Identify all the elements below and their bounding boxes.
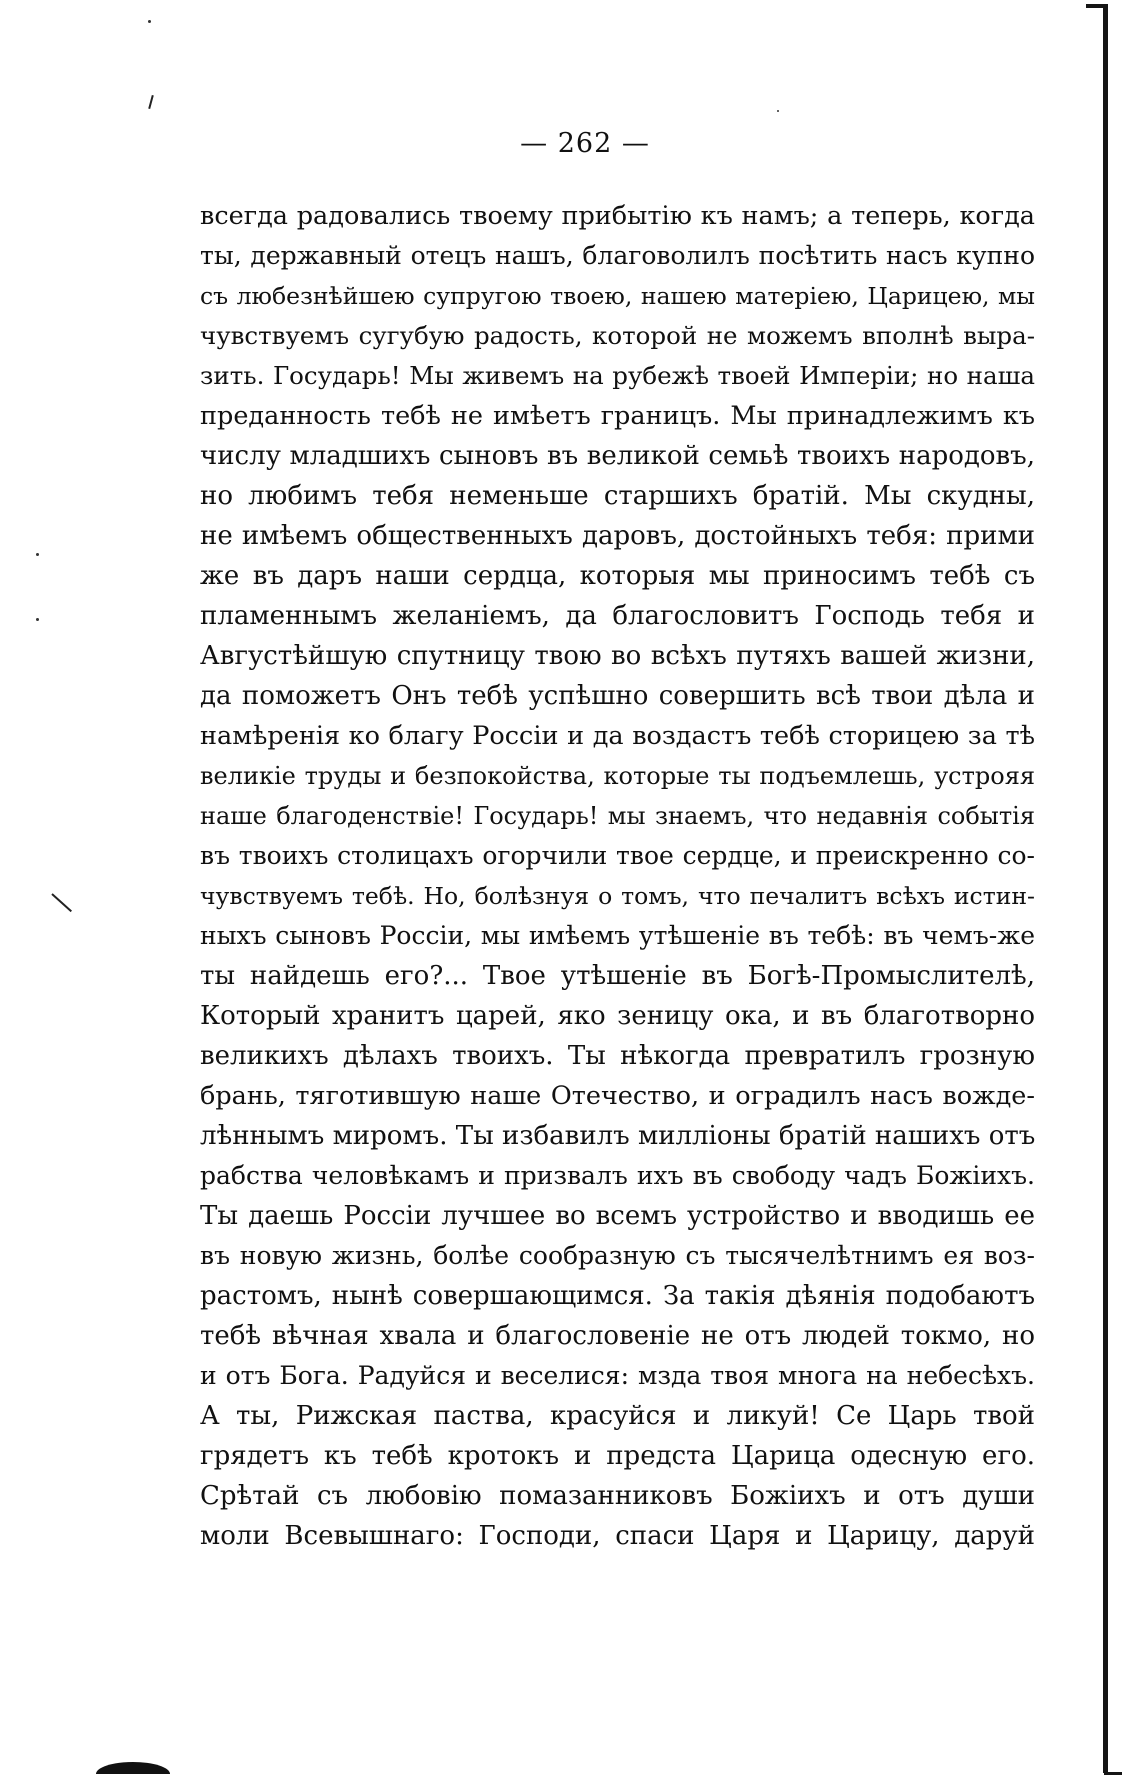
text-line: чувствуемъ тебѣ. Но, болѣзнуя о томъ, что печалитъ всѣхъ истин-: [200, 882, 1035, 910]
text-line: ты найдешь его?... Твое утѣшеніе въ Богѣ-Промыслителѣ,: [200, 961, 1035, 991]
page-edge-border: [1103, 8, 1108, 1773]
text-line: растомъ, нынѣ совершающимся. За такія дѣянія подобаютъ: [200, 1281, 1035, 1311]
text-line: моли Всевышнаго: Господи, спаси Царя и Царицу, даруй: [200, 1521, 1035, 1551]
text-line: брань, тяготившую наше Отечество, и оградилъ насъ вожде-: [200, 1081, 1035, 1111]
ink-speck: [777, 110, 779, 112]
text-line: великихъ дѣлахъ твоихъ. Ты нѣкогда превратилъ грозную: [200, 1041, 1035, 1071]
text-line: рабства человѣкамъ и призвалъ ихъ въ свободу чадъ Божіихъ.: [200, 1161, 1035, 1190]
text-line: да поможетъ Онъ тебѣ успѣшно совершить всѣ твои дѣла и: [200, 681, 1035, 711]
text-line: Который хранитъ царей, яко зеницу ока, и въ благотворно: [200, 1001, 1035, 1031]
ink-speck: [36, 618, 39, 621]
text-line: съ любезнѣйшею супругою твоею, нашею матеріею, Царицею, мы: [200, 282, 1035, 310]
margin-tick-mark: [148, 95, 154, 109]
text-line: А ты, Рижская паства, красуйся и ликуй! Се Царь твой: [200, 1401, 1035, 1431]
text-line: ты, державный отецъ нашъ, благоволилъ посѣтить насъ купно: [200, 241, 1035, 270]
ink-speck: [148, 20, 151, 23]
text-line: же въ даръ наши сердца, которыя мы приносимъ тебѣ съ: [200, 561, 1035, 591]
text-line: грядетъ къ тебѣ кротокъ и предста Царица одесную его.: [200, 1441, 1035, 1471]
text-line: не имѣемъ общественныхъ даровъ, достойныхъ тебя: прими: [200, 521, 1035, 551]
text-line: въ твоихъ столицахъ огорчили твое сердце, и преискренно со-: [200, 841, 1035, 870]
text-line: Ты даешь Россіи лучшее во всемъ устройство и вводишь ее: [200, 1201, 1035, 1231]
text-line: великіе труды и безпокойства, которые ты подъемлешь, устрояя: [200, 762, 1035, 790]
text-line: преданность тебѣ не имѣетъ границъ. Мы принадлежимъ къ: [200, 401, 1035, 431]
text-line: лѣннымъ миромъ. Ты избавилъ милліоны братій нашихъ отъ: [200, 1121, 1035, 1151]
text-line: намѣренія ко благу Россіи и да воздастъ тебѣ сторицею за тѣ: [200, 721, 1035, 751]
page-edge-foot: [1104, 1772, 1122, 1775]
text-line: тебѣ вѣчная хвала и благословеніе не отъ людей токмо, но: [200, 1321, 1035, 1351]
text-line: Срѣтай съ любовію помазанниковъ Божіихъ и отъ души: [200, 1481, 1035, 1511]
text-line: ныхъ сыновъ Россіи, мы имѣемъ утѣшеніе въ тебѣ: въ чемъ-же: [200, 921, 1035, 950]
text-line: въ новую жизнь, болѣе сообразную съ тысячелѣтнимъ ея воз-: [200, 1241, 1035, 1270]
text-line: зить. Государь! Мы живемъ на рубежѣ твоей Имперіи; но наша: [200, 361, 1035, 390]
ink-speck: [36, 553, 39, 556]
margin-pen-stroke: [51, 893, 72, 912]
body-text: [200, 196, 1035, 1556]
text-line: пламеннымъ желаніемъ, да благословитъ Господь тебя и: [200, 601, 1035, 631]
text-line: чувствуемъ сугубую радость, которой не можемъ вполнѣ выра-: [200, 321, 1035, 350]
text-line: числу младшихъ сыновъ въ великой семьѣ твоихъ народовъ,: [200, 441, 1035, 471]
ink-blot: [96, 1762, 170, 1774]
text-line: наше благоденствіе! Государь! мы знаемъ, что недавнія событія: [200, 802, 1035, 830]
text-line: и отъ Бога. Радуйся и веселися: мзда твоя многа на небесѣхъ.: [200, 1361, 1035, 1390]
text-line: Августѣйшую спутницу твою во всѣхъ путяхъ вашей жизни,: [200, 641, 1035, 671]
text-line: всегда радовались твоему прибытію къ намъ; а теперь, когда: [200, 201, 1035, 231]
text-line: но любимъ тебя неменьше старшихъ братій. Мы скудны,: [200, 481, 1035, 511]
page-number: — 262 —: [520, 128, 650, 159]
